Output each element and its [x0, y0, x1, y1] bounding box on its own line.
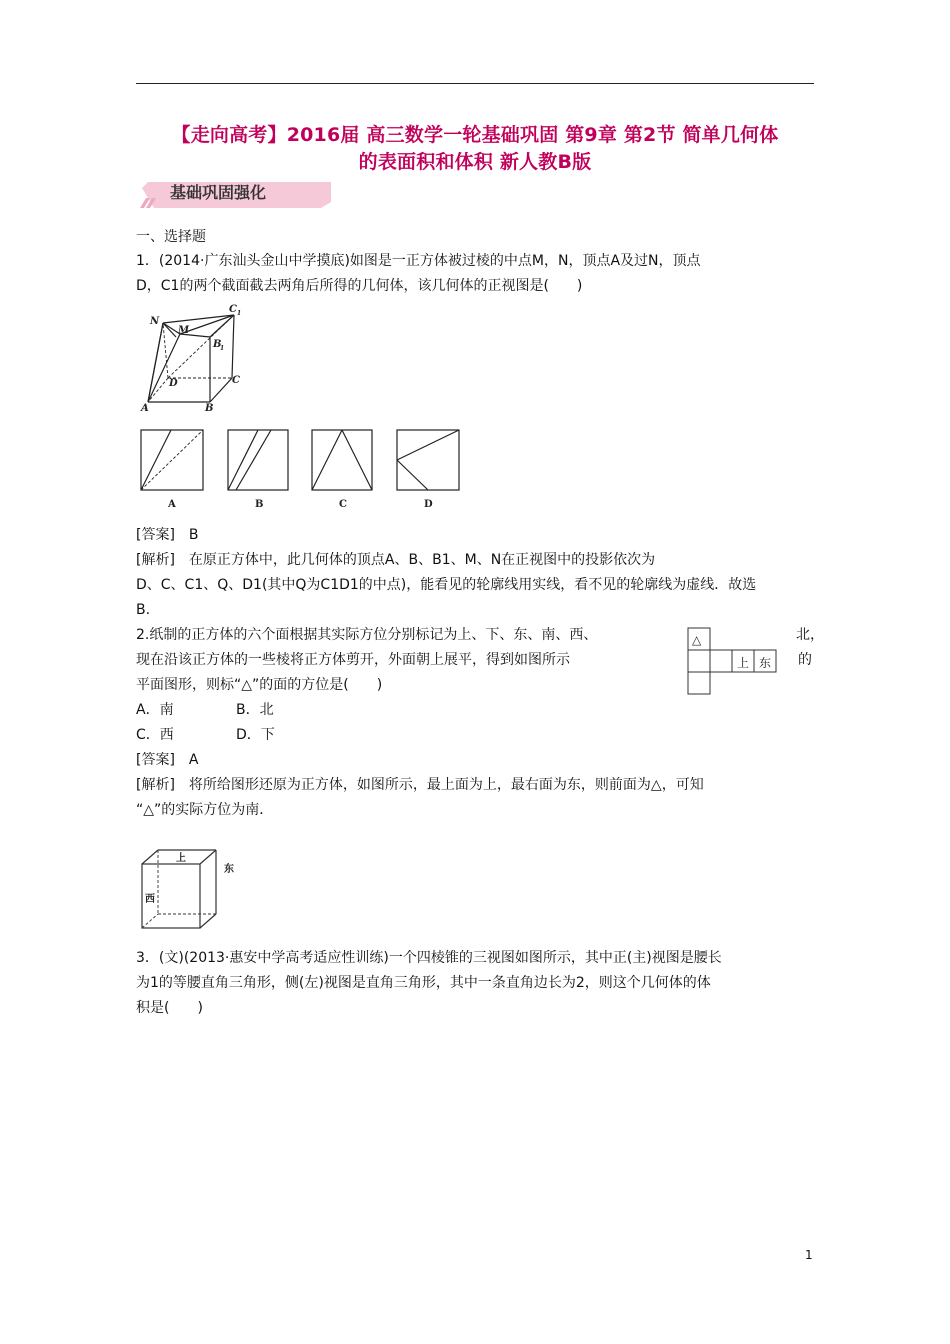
vertex-label-b: B [205, 403, 214, 414]
q2-cube-figure [136, 846, 246, 936]
q2-line-3: 平面图形，则标“△”的面的方位是( ) [136, 677, 383, 693]
option-d-label: D [424, 499, 433, 510]
net-up-label: 上 [737, 656, 750, 670]
title-line-2: 的表面积和体积 新人教B版 [358, 151, 592, 173]
q1-solid-figure [136, 302, 256, 417]
cube-up-label: 上 [176, 853, 186, 864]
q2-analysis-line-1: [解析] 将所给图形还原为正方体，如图所示，最上面为上，最右面为东，则前面为△，可知 [136, 777, 704, 793]
vertex-label-n: N [150, 316, 160, 327]
net-triangle-label: △ [692, 633, 702, 647]
q1-analysis-line-2: D、C、C1、Q、D1(其中Q为C1D1的中点)，能看见的轮廓线用实线，看不见的轮廓线为虚线．故选 [136, 577, 757, 593]
vertex-label-c1-sub: 1 [237, 310, 242, 317]
option-c-view [312, 430, 372, 490]
vertex-label-c: C [232, 375, 240, 386]
vertex-label-b1: B [213, 339, 222, 350]
section-banner [136, 178, 336, 212]
q1-option-views [136, 424, 466, 514]
cube-east-label: 东 [224, 864, 234, 875]
q2-line-1: 2.纸制的正方体的六个面根据其实际方位分别标记为上、下、东、南、西、 [136, 627, 598, 643]
q2-line-1-end: 北， [796, 627, 824, 643]
q3-line-3: 积是( ) [136, 1000, 203, 1016]
q2-option-a: A．南 [136, 702, 174, 718]
banner-text: 基础巩固强化 [170, 183, 267, 202]
vertex-label-a: A [141, 403, 149, 414]
q3-line-2: 为1的等腰直角三角形，侧(左)视图是直角三角形，其中一条直角边长为2，则这个几何体的体 [136, 975, 711, 991]
q2-analysis-line-2: “△”的实际方位为南． [136, 802, 274, 818]
option-a-view [141, 430, 203, 490]
vertex-label-b1-sub: 1 [220, 345, 225, 352]
q3-line-1: 3．(文)(2013·惠安中学高考适应性训练)一个四棱锥的三视图如图所示，其中正(主)视图是腰长 [136, 950, 722, 966]
cube-west-label: 西 [145, 894, 155, 905]
section-heading: 一、选择题 [136, 229, 206, 245]
q2-answer: [答案] A [136, 752, 199, 768]
vertex-label-m: M [178, 325, 190, 336]
header-rule [136, 83, 814, 84]
q2-option-c: C．西 [136, 727, 174, 743]
q2-line-2: 现在沿该正方体的一些棱将正方体剪开，外面朝上展平，得到如图所示 [136, 652, 570, 668]
q2-option-b: B．北 [236, 702, 274, 718]
q1-line-2: D，C1的两个截面截去两角后所得的几何体，该几何体的正视图是( ) [136, 278, 583, 294]
option-b-label: B [255, 499, 264, 510]
q2-option-d: D．下 [236, 727, 275, 743]
option-a-label: A [168, 499, 176, 510]
option-b-view [228, 430, 288, 490]
q2-line-2-end: 的 [798, 652, 812, 668]
q1-answer: [答案] B [136, 527, 199, 543]
option-d-view [397, 430, 459, 490]
q1-analysis-line-3: B. [136, 602, 151, 618]
q2-net-figure [684, 626, 784, 698]
page-number: 1 [805, 1248, 813, 1262]
document-title [130, 122, 820, 176]
net-east-label: 东 [759, 656, 772, 670]
q1-line-1: 1．(2014·广东汕头金山中学摸底)如图是一正方体被过棱的中点M，N，顶点A及过N，顶点 [136, 253, 701, 269]
vertex-label-c1: C [229, 304, 237, 315]
q1-analysis-line-1: [解析] 在原正方体中，此几何体的顶点A、B、B1、M、N在正视图中的投影依次为 [136, 552, 656, 568]
title-line-1: 【走向高考】2016届 高三数学一轮基础巩固 第9章 第2节 简单几何体 [171, 124, 779, 146]
option-c-label: C [339, 499, 347, 510]
vertex-label-d: D [169, 378, 178, 389]
